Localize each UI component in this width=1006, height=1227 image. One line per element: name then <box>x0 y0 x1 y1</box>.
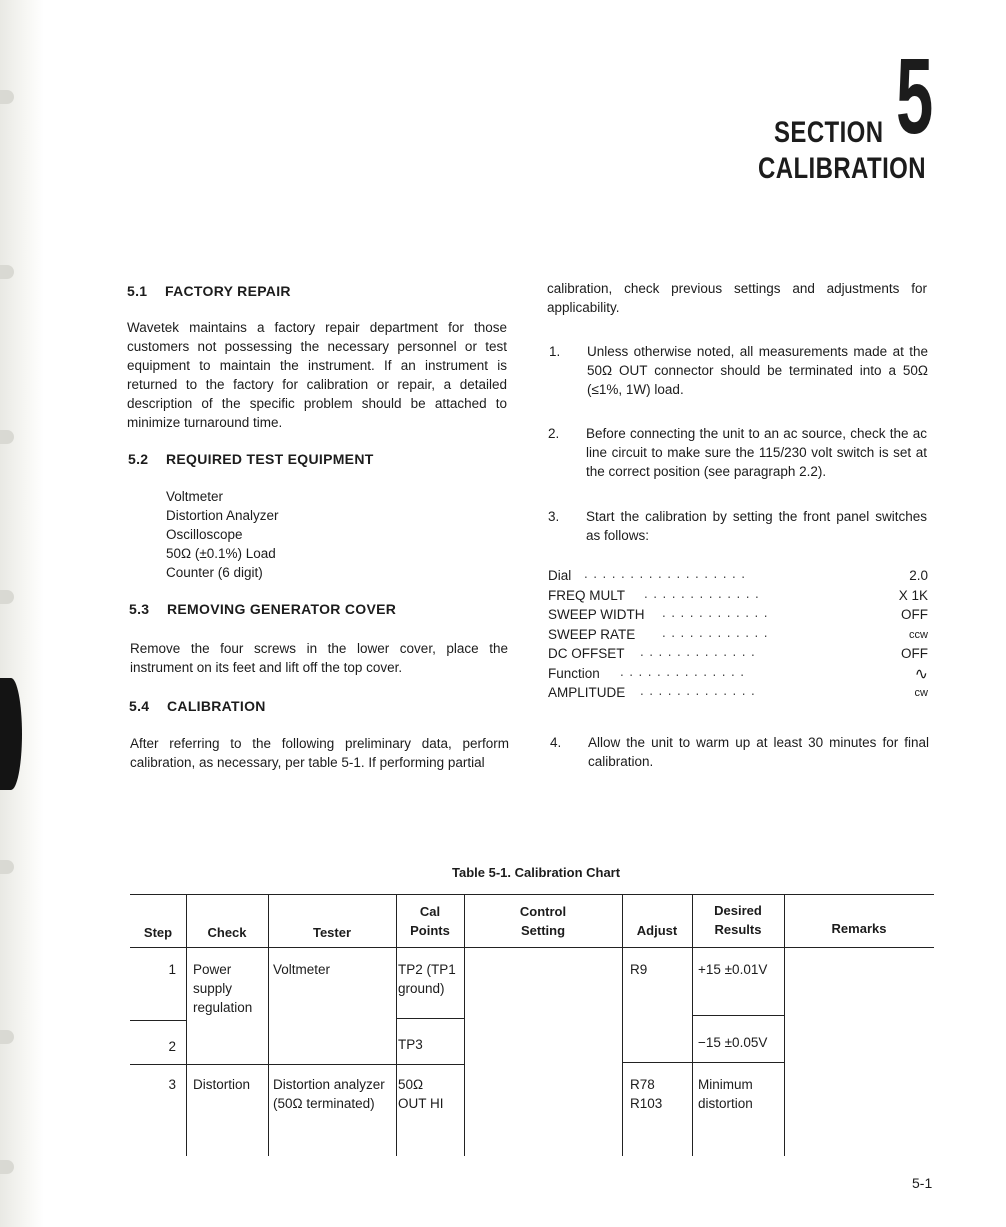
leader-dots: .............. <box>620 663 750 679</box>
cell-line: R103 <box>630 1096 663 1111</box>
row3-tester <box>273 1075 385 1113</box>
heading-5-4 <box>129 698 266 714</box>
setting-value: cw <box>914 687 928 699</box>
binding-margin <box>0 0 44 1227</box>
row-divider <box>622 1062 784 1063</box>
leader-dots: ............. <box>640 644 761 659</box>
setting-label: Dial <box>548 568 572 583</box>
row1-desired: +15 ±0.01V <box>698 962 768 977</box>
setting-value: 2.0 <box>909 568 928 583</box>
cell-line: Power <box>193 962 232 977</box>
list-item: Counter (6 digit) <box>166 565 263 580</box>
row1-cal-points <box>398 960 456 998</box>
cell-line: ground) <box>398 981 445 996</box>
header-check: Check <box>207 925 247 940</box>
list-item: Distortion Analyzer <box>166 508 279 523</box>
setting-label: SWEEP WIDTH <box>548 607 645 622</box>
header-remarks: Remarks <box>831 921 887 936</box>
header-results: Results <box>714 922 762 937</box>
cell-line: R78 <box>630 1077 655 1092</box>
row3-cal-points <box>398 1075 444 1113</box>
heading-number: 5.2 <box>128 451 149 467</box>
cell-line: OUT HI <box>398 1096 444 1111</box>
step-number: 2. <box>548 426 560 441</box>
heading-text: CALIBRATION <box>167 698 266 714</box>
table-header-rule <box>130 947 934 948</box>
equipment-list <box>166 487 279 582</box>
table-caption: Table 5-1. Calibration Chart <box>452 865 621 880</box>
setting-value: X 1K <box>898 587 928 603</box>
factory-repair-text: Wavetek maintains a factory repair department for those customers not possessing the necessary personnel or test equipment to maintain the instrument. If an instrument is returned to the factory for calibration or repair, a detailed description of the specific problem should be attached to minimize turnaround time. <box>127 320 507 430</box>
leader-dots: ............. <box>644 585 765 601</box>
list-item: Oscilloscope <box>166 527 243 542</box>
row2-desired: −15 ±0.05V <box>698 1035 768 1050</box>
row1-check <box>193 960 252 1017</box>
header-cal: Cal <box>419 904 441 919</box>
header-step: Step <box>143 925 173 940</box>
prelim-step-2 <box>548 424 928 484</box>
binder-hole <box>0 430 14 444</box>
heading-text: REQUIRED TEST EQUIPMENT <box>166 451 374 467</box>
setting-value: OFF <box>901 646 928 661</box>
step-text: Before connecting the unit to an ac source, check the ac line circuit to make sure the 115/230 volt switch is set at the correct position (see paragraph 2.2). <box>586 426 927 479</box>
binder-hole <box>0 590 14 604</box>
setting-value: ccw <box>909 628 928 641</box>
header-setting: Setting <box>520 923 566 938</box>
header-desired: Desired <box>714 903 762 918</box>
row1-step: 1 <box>168 962 176 977</box>
leader-dots: .................. <box>584 566 751 581</box>
prelim-step-4 <box>550 733 930 773</box>
binder-hole <box>0 860 14 874</box>
step-text: Unless otherwise noted, all measurements made at the 50Ω OUT connector should be terminated into a 50Ω (≤1%, 1W) load. <box>587 344 928 397</box>
row-divider <box>692 1015 784 1016</box>
setting-label: SWEEP RATE <box>548 626 636 642</box>
step-number: 3. <box>548 509 560 524</box>
leader-dots: ............. <box>640 683 761 698</box>
setting-label: DC OFFSET <box>548 646 625 661</box>
section-word: SECTION <box>774 116 884 149</box>
binding-notch <box>0 678 22 790</box>
row1-adjust: R9 <box>630 962 648 977</box>
heading-number: 5.3 <box>129 601 150 617</box>
row3-desired <box>698 1075 753 1113</box>
heading-5-3 <box>129 601 396 617</box>
cell-line: TP2 (TP1 <box>398 962 456 977</box>
prelim-step-1 <box>549 342 929 402</box>
header-control: Control <box>519 904 567 919</box>
row2-step: 2 <box>168 1039 176 1054</box>
row2-cal-points: TP3 <box>398 1037 423 1052</box>
page-number: 5-1 <box>912 1175 933 1191</box>
leader-dots: ............ <box>662 605 774 620</box>
step-number: 4. <box>550 735 562 750</box>
row3-step: 3 <box>168 1077 176 1092</box>
sine-wave-icon: ∿ <box>914 665 928 683</box>
setting-label: Function <box>548 665 600 681</box>
heading-text: REMOVING GENERATOR COVER <box>167 601 397 617</box>
setting-label: FREQ MULT <box>548 587 625 603</box>
heading-number: 5.4 <box>129 698 150 714</box>
binder-hole <box>0 1160 14 1174</box>
setting-label: AMPLITUDE <box>548 685 626 700</box>
header-points: Points <box>410 923 450 938</box>
binder-hole <box>0 1030 14 1044</box>
step-text: Allow the unit to warm up at least 30 minutes for final calibration. <box>588 735 929 769</box>
row3-adjust <box>630 1075 662 1113</box>
table-top-rule <box>130 894 934 895</box>
binder-hole <box>0 265 14 279</box>
binder-hole <box>0 90 14 104</box>
cell-line: distortion <box>698 1096 753 1111</box>
heading-5-1 <box>127 283 291 299</box>
row3-check: Distortion <box>193 1077 251 1092</box>
step-text: Start the calibration by setting the front panel switches as follows: <box>586 509 927 543</box>
calibration-continued-text: calibration, check previous settings and adjustments for applicability. <box>547 281 927 315</box>
header-adjust: Adjust <box>636 923 678 938</box>
cell-line: Distortion analyzer <box>273 1077 385 1092</box>
row1-tester: Voltmeter <box>273 962 331 977</box>
heading-text: FACTORY REPAIR <box>165 283 291 299</box>
cell-line: Minimum <box>698 1077 753 1092</box>
cell-line: regulation <box>193 1000 253 1015</box>
row-divider <box>130 1064 464 1065</box>
front-panel-settings <box>548 568 928 705</box>
header-tester: Tester <box>312 925 352 940</box>
row-divider <box>130 1020 186 1021</box>
step-number: 1. <box>549 344 561 359</box>
section-number: 5 <box>896 35 934 156</box>
row-divider <box>396 1018 464 1019</box>
cell-line: (50Ω terminated) <box>273 1096 375 1111</box>
cell-line: 50Ω <box>398 1077 424 1092</box>
list-item: Voltmeter <box>166 489 224 504</box>
prelim-step-3 <box>548 507 928 547</box>
list-item: 50Ω (±0.1%) Load <box>166 546 276 561</box>
section-title: CALIBRATION <box>758 152 926 185</box>
remove-cover-text: Remove the four screws in the lower cover, place the instrument on its feet and lift off the top cover. <box>130 641 508 675</box>
setting-value: OFF <box>901 607 928 622</box>
leader-dots: ............ <box>662 624 774 640</box>
heading-5-2 <box>128 451 374 467</box>
heading-number: 5.1 <box>127 283 148 299</box>
cell-line: supply <box>193 981 233 996</box>
calibration-intro-text: After referring to the following preliminary data, perform calibration, as necessary, per table 5-1. If performing partial <box>130 736 509 770</box>
setting-row <box>548 685 928 705</box>
